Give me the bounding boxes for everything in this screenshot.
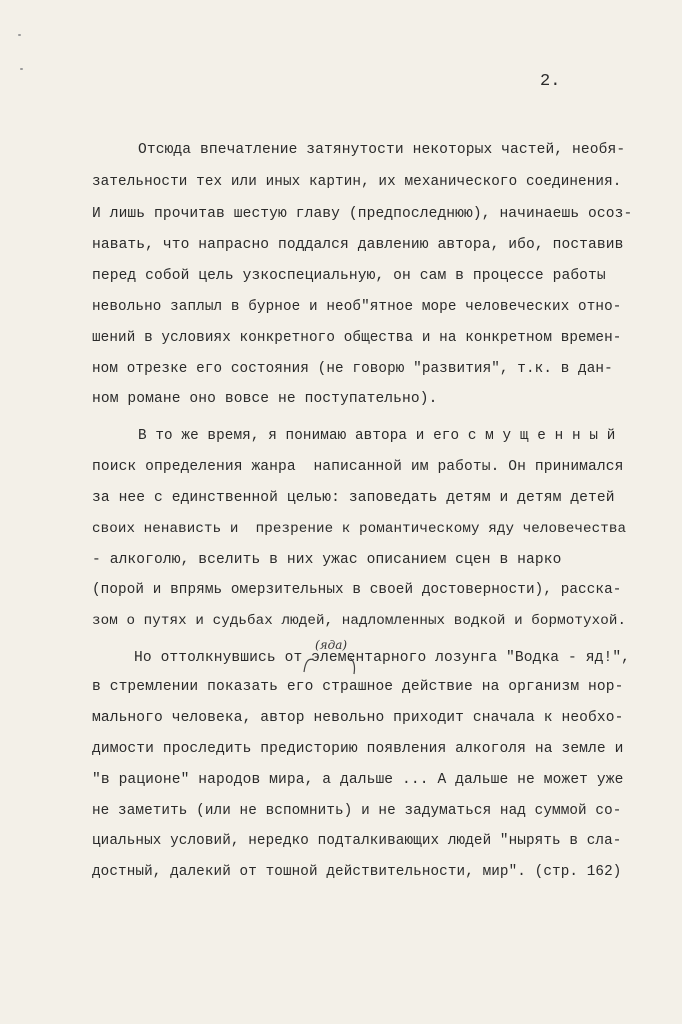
text-line: - алкоголю, вселить в них ужас описанием сцен в нарко — [92, 552, 562, 568]
text-line: мального человека, автор невольно приходит сначала к необхо- — [92, 710, 624, 726]
text-line: навать, что напрасно поддался давлению автора, ибо, поставив — [92, 237, 624, 253]
text-line: зательности тех или иных картин, их механического соединения. — [92, 174, 622, 190]
text-line: поиск определения жанра написанной им работы. Он принимался — [92, 459, 624, 475]
text-line: И лишь прочитав шестую главу (предпоследнюю), начинаешь осоз- — [92, 206, 633, 222]
text-line: за нее с единственной целью: заповедать детям и детям детей — [92, 490, 615, 506]
text-line: зом о путях и судьбах людей, надломленных водкой и бормотухой. — [92, 613, 627, 629]
text-line: ном отрезке его состояния (не говорю "развития", т.к. в дан- — [92, 361, 613, 377]
text-line: Отсюда впечатление затянутости некоторых частей, необя- — [138, 142, 626, 158]
insertion-mark — [300, 648, 358, 676]
text-line: своих ненависть и презрение к романтическому яду человечества — [92, 521, 627, 537]
text-line: (порой и впрямь омерзительных в своей достоверности), расска- — [92, 582, 622, 598]
text-line: шений в условиях конкретного общества и на конкретном времен- — [92, 330, 622, 346]
paper-speck — [20, 68, 23, 70]
text-line: ном романе оно вовсе не поступательно). — [92, 391, 438, 407]
text-line: циальных условий, нередко подталкивающих людей "нырять в сла- — [92, 833, 622, 849]
paper-speck — [18, 34, 21, 36]
text-line: "в рационе" народов мира, а дальше ... А дальше не может уже — [92, 772, 624, 788]
text-line: Но оттолкнувшись от элементарного лозунга "Водка - яд!", — [134, 650, 631, 666]
handwritten-insertion: (яда) — [315, 638, 348, 652]
text-line: В то же время, я понимаю автора и его с м у щ е н н ы й — [138, 428, 616, 444]
text-line: в стремлении показать его страшное действие на организм нор- — [92, 679, 624, 695]
page-number: 2. — [540, 72, 561, 91]
text-line: невольно заплыл в бурное и необ"ятное море человеческих отно- — [92, 299, 622, 315]
text-line: достный, далекий от тошной действительности, мир". (стр. 162) — [92, 864, 622, 880]
text-line: перед собой цель узкоспециальную, он сам в процессе работы — [92, 268, 606, 284]
text-line: димости проследить предисторию появления алкоголя на земле и — [92, 741, 624, 757]
text-line: не заметить (или не вспомнить) и не задуматься над суммой со- — [92, 803, 622, 819]
